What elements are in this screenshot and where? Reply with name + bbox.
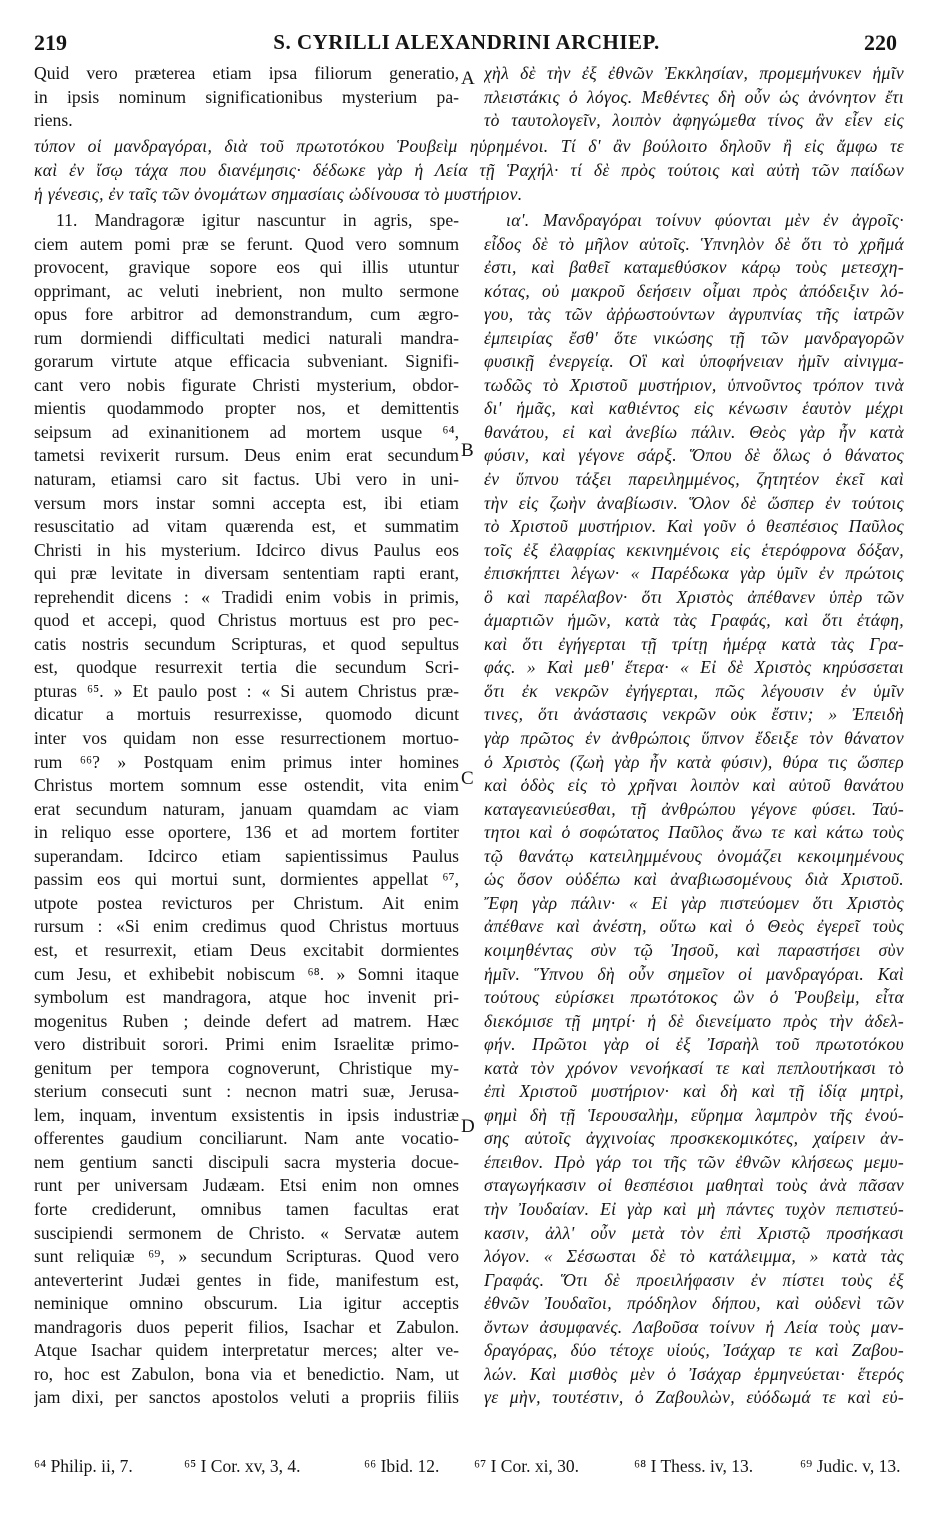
latin-line: dicatur a mortuis resurrexisse, quomodo dicunt: [34, 704, 459, 725]
latin-line: pturas ⁶⁵. » Et paulo post : « Si autem Christus præ-: [34, 680, 459, 701]
footnote: ⁶⁸ I Thess. iv, 13.: [634, 1456, 754, 1476]
greek-line: κοιμηθέντας σὺν τῷ Ἰησοῦ, καὶ παραστήσει σὺν: [484, 939, 904, 960]
greek-line: τὴν εἰς ζωὴν ἀναβίωσιν. Ὅλον δὲ ὥσπερ ἐν τούτοις: [484, 492, 904, 513]
latin-line: gorarum virtute atque efficacia subveniant. Signifi-: [34, 351, 459, 372]
greek-line: τινες, ὅτι ἀνάστασις νεκρῶν οὐκ ἔστιν; » Ἐπειδὴ: [484, 704, 904, 725]
latin-line: rum ⁶⁶? » Postquam enim primus inter homines: [34, 751, 459, 772]
greek-line: ὅτι ἐκ νεκρῶν ἐγήγερται, πῶς λέγουσιν ἐν ὑμῖν: [484, 680, 904, 701]
greek-span-line: τύπον οἱ μανδραγόραι, διὰ τοῦ πρωτοτόκου Ῥουβεὶμ ηὑρημένοι. Τί δ' ἂν βούλοιτο δηλοῦν ἢ εἰς ἄμφω τε: [34, 136, 904, 156]
footnotes: [34, 1456, 904, 1482]
greek-line: κότας, οὐ μακροῦ δεήσειν οἶμαι πρὸς ἀπόδειξιν λό-: [484, 280, 904, 301]
greek-line: γε μὴν, τουτέστιν, ὁ Ζαβουλὼν, εὐόδωμά τε καὶ εὐ-: [484, 1387, 904, 1408]
greek-line: Γραφάς. Ὅτι δὲ προειλήφασιν ἐν πίστει τοὺς ἐξ: [484, 1269, 904, 1290]
greek-column-top: [484, 62, 904, 133]
latin-line: qui præ levitate in diversam sententiam rapti erant,: [34, 563, 459, 584]
latin-line: tametsi revixerit rursum. Deus enim erat secundum: [34, 445, 459, 466]
footnote: ⁶⁹ Judic. v, 13.: [800, 1456, 901, 1476]
greek-line: θανάτου, εἰ καὶ ἀνεβίω πάλιν. Θεὸς γὰρ ἦν κατὰ: [484, 421, 904, 442]
latin-line: nem gentium sancti discipuli sacra mysteria docue-: [34, 1151, 459, 1172]
latin-line: est, quodque resurrexit tertia die secundum Scri-: [34, 657, 459, 678]
greek-line: έπειθον. Πρὸ γάρ τοι τῆς τῶν ἐθνῶν κλήσεως μεμυ-: [484, 1151, 904, 1172]
footnote: ⁶⁴ Philip. ii, 7.: [34, 1456, 133, 1476]
greek-line: δι' ἡμᾶς, καὶ καθιέντος εἰς κένωσιν ἑαυτὸν μέχρι: [484, 398, 904, 419]
latin-line: inter vos quidam non esse resurrectionem mortuo-: [34, 728, 459, 749]
latin-line: provocent, gravique sopore eos qui illis utuntur: [34, 257, 459, 278]
latin-line: seipsum ad exinanitionem ad mortem usque ⁶⁴,: [34, 421, 459, 442]
greek-line: τητοι καὶ ὁ σοφώτατος Παῦλος ἄνω τε καὶ κάτω τοὺς: [484, 822, 904, 843]
greek-line: σταγωγήκασιν οἱ θεσπέσιοι μαθηταὶ τοὺς ἀνὰ πᾶσαν: [484, 1175, 904, 1196]
footnote: ⁶⁶ Ibid. 12.: [364, 1456, 440, 1476]
latin-line: catis nostris secundum Scripturas, et quod sepultus: [34, 633, 459, 654]
latin-line: riens.: [34, 110, 73, 131]
latin-line: in reliquo esse oportere, 136 et ad mortem fortiter: [34, 822, 459, 843]
margin-letter-d: D: [461, 1116, 475, 1137]
latin-line: opprimant, ac veluti inebrient, non multo sermone: [34, 280, 459, 301]
footnote: ⁶⁷ I Cor. xi, 30.: [474, 1456, 580, 1476]
latin-line: est, et resurrexit, etiam Deus excitabit dormientes: [34, 939, 459, 960]
latin-line: ciem autem pomi præ se ferunt. Quod vero somnum: [34, 233, 459, 254]
greek-span-line: καὶ ἐν ἴσῳ τάχα που διανέμησις· δέδωκε γὰρ ἡ Λεία τῇ Ῥαχήλ· τί δὲ πρὸς τούτοις καὶ αὐτὴ τῶν παίδων: [34, 160, 904, 180]
greek-line: σης αὐτοῖς ἀγχινοίας προσκεκομικότες, χαίρειν ἀν-: [484, 1128, 904, 1149]
greek-line: κατὰ τὸν χρόνον νενοήκασί τε καὶ πεπλουτήκασι τὸ: [484, 1057, 904, 1078]
latin-line: neminique omnino obscurum. Lia igitur acceptis: [34, 1293, 459, 1314]
latin-line: opus fore arbitror ad demonstrandum, cum ægro-: [34, 304, 459, 325]
latin-line: Quid vero præterea etiam ipsa filiorum generatio,: [34, 63, 459, 83]
margin-letter-b: B: [461, 440, 474, 461]
latin-line: quod et accepi, quod Christus mortuus est pro pec-: [34, 610, 459, 631]
greek-line: φύσιν, καὶ γέγονε σάρξ. Ὅπου δὲ ὅλως ὁ θάνατος: [484, 445, 904, 466]
greek-line: ὄντων ἀσυμφανές. Λαβοῦσα τοίνυν ἡ Λεία τοὺς μαν-: [484, 1316, 904, 1337]
greek-line: ἀπέθανε καὶ ἀνέστη, οὕτω καὶ ὁ Θεὸς ἐγερεῖ τοὺς: [484, 916, 904, 937]
latin-line: utpote postea revicturos per Christum. Ait enim: [34, 892, 459, 913]
latin-line: lem, inquam, inventum exsistentis in ipsis industriæ: [34, 1104, 459, 1125]
latin-line: cant vero nobis figurate Christi mysterium, obdor-: [34, 374, 459, 395]
greek-line: ἐστι, καὶ βαθεῖ καταμεθύσκον κάρῳ τοὺς μετεσχη-: [484, 257, 904, 278]
latin-line: resuscitatio ad vitam quærenda est, et summatim: [34, 516, 459, 537]
greek-line: καὶ ὁδὸς εἰς τὸ χρῆναι λοιπὸν καὶ αὐτοῦ θανάτου: [484, 775, 904, 796]
latin-line: passim eos qui mortui sunt, dormientes appellat ⁶⁷,: [34, 869, 459, 890]
greek-line: ὁ Χριστὸς (ζωὴ γὰρ ἦν κατὰ φύσιν), θύρα τις ὥσπερ: [484, 751, 904, 772]
greek-line: εἶδος δὲ τὸ μῆλον αὐτοῖς. Ὑπνηλὸν δὲ ὅτι τὸ χρῆμά: [484, 233, 904, 254]
greek-line: κασιν, ἀλλ' οὖν μετὰ τὸν ἐπὶ Χριστῷ προσήκασι: [484, 1222, 904, 1243]
greek-column-main: [484, 209, 904, 1410]
greek-line: ἁμαρτιῶν ἡμῶν, κατὰ τὰς Γραφάς, καὶ ὅτι ἐτάφη,: [484, 610, 904, 631]
greek-span-line: ἡ γένεσις, ἐν ταῖς τῶν ὀνομάτων σημασίαις ὠδίνουσα τὸ μυστήριον.: [34, 184, 523, 204]
latin-line: anteverterint Judæi gentes in fide, manifestum est,: [34, 1269, 459, 1290]
latin-line: jam dixi, per sanctos apostolos veluti a propriis filiis: [34, 1387, 459, 1408]
greek-line: ὡς ὅσον οὐδέπω καὶ ἀναβιωσομένους διὰ Χριστοῦ.: [484, 869, 904, 890]
greek-line: Ἔφη γὰρ πάλιν· « Εἰ γὰρ πιστεύομεν ὅτι Χριστὸς: [484, 892, 904, 913]
latin-line: offerentes gaudium conciliarunt. Nam ante vocatio-: [34, 1128, 459, 1149]
latin-line: sterium consecuti sunt : necnon matri suæ, Jerusa-: [34, 1081, 459, 1102]
running-title: S. CYRILLI ALEXANDRINI ARCHIEP.: [273, 30, 660, 54]
latin-line: Christi in his mysterium. Idcirco divus Paulus eos: [34, 539, 459, 560]
greek-line: φάς. » Καὶ μεθ' ἕτερα· « Εἰ δὲ Χριστὸς κηρύσσεται: [484, 657, 904, 678]
greek-line: τὴν Ἰουδαίαν. Εἰ γὰρ καὶ μὴ πάντες τυχὸν πεπιστεύ-: [484, 1198, 904, 1219]
greek-line: πλειστάκις ὁ λόγος. Μεθέντες δὴ οὖν ὡς ἀνόνητον ἔτι: [484, 86, 904, 107]
latin-line: reprehendit dicens : « Tradidi enim vobis in primis,: [34, 586, 459, 607]
latin-line: erat secundum naturam, januam quamdam ac viam: [34, 798, 459, 819]
latin-line: runt per universam Judæam. Etsi enim non omnes: [34, 1175, 459, 1196]
page-number-right: 220: [864, 30, 897, 55]
greek-line: φήν. Πρῶτοι γὰρ οἱ ἐξ Ἰσραὴλ τοῦ πρωτοτόκου: [484, 1034, 904, 1055]
latin-line: forte crediderunt, omnibus tamen facultas erat: [34, 1198, 459, 1219]
greek-line: καταγεανιεύεσθαι, τῇ ἀνθρώπου γέγονε φύσει. Ταύ-: [484, 798, 904, 819]
greek-line: ἡμῖν. Ὕπνου δὴ οὖν σημεῖον οἱ μανδραγόραι. Καὶ: [484, 963, 904, 984]
latin-line: mientis quodammodo propter nos, et demittentis: [34, 398, 459, 419]
greek-line: ἐπὶ Χριστοῦ μυστήριον· καὶ δὴ καὶ τῇ ἰδίᾳ μητρὶ,: [484, 1081, 904, 1102]
greek-line: ἐμπειρίας ἔσθ' ὅτε νικώσης τῇ τῶν μανδραγορῶν: [484, 327, 904, 348]
latin-line: superandam. Idcirco etiam sapientissimus Paulus: [34, 845, 459, 866]
latin-line: 11. Mandragoræ igitur nascuntur in agris, spe-: [56, 210, 459, 230]
latin-line: naturam, etiamsi caro sit factus. Ubi vero in uni-: [34, 469, 459, 490]
greek-line: ἐπισκήπτει λέγων· « Παρέδωκα γὰρ ὑμῖν ἐν πρώτοις: [484, 563, 904, 584]
greek-line: ια'. Μανδραγόραι τοίνυν φύονται μὲν ἐν ἀγροῖς·: [506, 210, 904, 230]
greek-line: ἐθνῶν Ἰουδαῖοι, πρόδηλον δήπου, καὶ οὐδενὶ τῶν: [484, 1293, 904, 1314]
margin-letter-c: C: [461, 768, 474, 789]
latin-line: cum Jesu, et exhibebit nobiscum ⁶⁸. » Somni itaque: [34, 963, 459, 984]
latin-column-top: [34, 62, 459, 133]
greek-line: ὃ καὶ παρέλαβον· ὅτι Χριστὸς ἀπέθανεν ὑπὲρ τῶν: [484, 586, 904, 607]
greek-line: γὰρ πρῶτος ἐν ἀνθρώποις ὕπνον ἔδειξε τὸν θάνατον: [484, 728, 904, 749]
greek-line: τοῖς ἐξ ἐλαφρίας κεκινημένοις εἰς ἑτερόφρονα δόξαν,: [484, 539, 904, 560]
greek-line: λών. Καὶ μισθὸς μὲν ὁ Ἰσάχαρ ἑρμηνεύεται· ἕτερός: [484, 1363, 904, 1384]
latin-line: Atque Isachar quidem interpretatur merces; alter ve-: [34, 1340, 459, 1361]
greek-line: γου, τὰς τῶν ἀῤῥωστούντων ἀγρυπνίας τῆς ἰατρῶν: [484, 304, 904, 325]
greek-line: φυσικῇ ἐνεργείᾳ. Οἳ καὶ ὑποφήνειαν ἡμῖν αἰνιγμα-: [484, 351, 904, 372]
greek-line: φημὶ δὴ τῇ Ἱερουσαλὴμ, εὕρημα λαμπρὸν τῆς ἐνού-: [484, 1104, 904, 1125]
latin-line: mogenitus Ruben ; deinde defert ad matrem. Hæc: [34, 1010, 459, 1031]
latin-line: suscipiendi sermonem de Christo. « Servatæ autem: [34, 1222, 459, 1243]
latin-line: ro, hoc est Zabulon, bona via et benedictio. Nam, ut: [34, 1363, 459, 1384]
latin-line: rursum : «Si enim credimus quod Christus mortuus: [34, 916, 459, 937]
greek-line: τωδῶς τὸ Χριστοῦ μυστήριον, ὑπνοῦντος τρόπον τινὰ: [484, 374, 904, 395]
latin-line: rum dormiendi difficultati medici naturali mandra-: [34, 327, 459, 348]
margin-letter-a: A: [461, 68, 475, 89]
latin-column-main: [34, 209, 459, 1410]
greek-line: καὶ ὅτι ἐγήγερται τῇ τρίτῃ ἡμέρᾳ κατὰ τὰς Γρα-: [484, 633, 904, 654]
greek-line: τῷ θανάτῳ κατειλημμένους ὀνομάζει κεκοιμημένους: [484, 845, 904, 866]
greek-line: χὴλ δὲ τὴν ἐξ ἐθνῶν Ἐκκλησίαν, προμεμήνυκεν ἡμῖν: [484, 63, 904, 83]
greek-line: ἐν ὕπνου τάξει παρειλημμένος, ζητητέον ἐκεῖ καὶ: [484, 469, 904, 490]
greek-line: διεκόμισε τῇ μητρί· ἡ δὲ διενείματο πρὸς τὴν ἀδελ-: [484, 1010, 904, 1031]
page-number-left: 219: [34, 30, 67, 55]
running-header: [0, 30, 933, 60]
greek-line: τὸ ταυτολογεῖν, λοιπὸν ἀφηγώμεθα τίνος ἂν εἶεν εἰς: [484, 110, 904, 131]
latin-line: symbolum est mandragora, atque hoc invenit pri-: [34, 987, 459, 1008]
latin-line: versum mors instar somni accepta est, ibi etiam: [34, 492, 459, 513]
greek-line: δραγόρας, δύο τέτοχε υἱούς, Ἰσάχαρ τε καὶ Ζαβου-: [484, 1340, 904, 1361]
greek-line: τὸ Χριστοῦ μυστήριον. Καὶ γοῦν ὁ θεσπέσιος Παῦλος: [484, 516, 904, 537]
latin-line: sunt reliquiæ ⁶⁹, » secundum Scripturas. Quod vero: [34, 1246, 459, 1267]
latin-line: mandragoris duos peperit filios, Isachar et Zabulon.: [34, 1316, 459, 1337]
greek-line: λόγον. « Σέσωσται δὲ τὸ κατάλειμμα, » κατὰ τὰς: [484, 1246, 904, 1267]
footnote: ⁶⁵ I Cor. xv, 3, 4.: [184, 1456, 301, 1476]
latin-line: in ipsis nominum significationibus mysterium pa-: [34, 86, 459, 107]
latin-line: genitum per tempora cognoverunt, Christique my-: [34, 1057, 459, 1078]
latin-line: vero distribuit sorori. Primi enim Israelitæ primo-: [34, 1034, 459, 1055]
latin-line: Christus mortem somnum esse ostendit, vita enim: [34, 775, 459, 796]
greek-line: τούτους εὑρίσκει πρωτότοκος ὢν ὁ Ῥουβεὶμ, εἶτα: [484, 987, 904, 1008]
